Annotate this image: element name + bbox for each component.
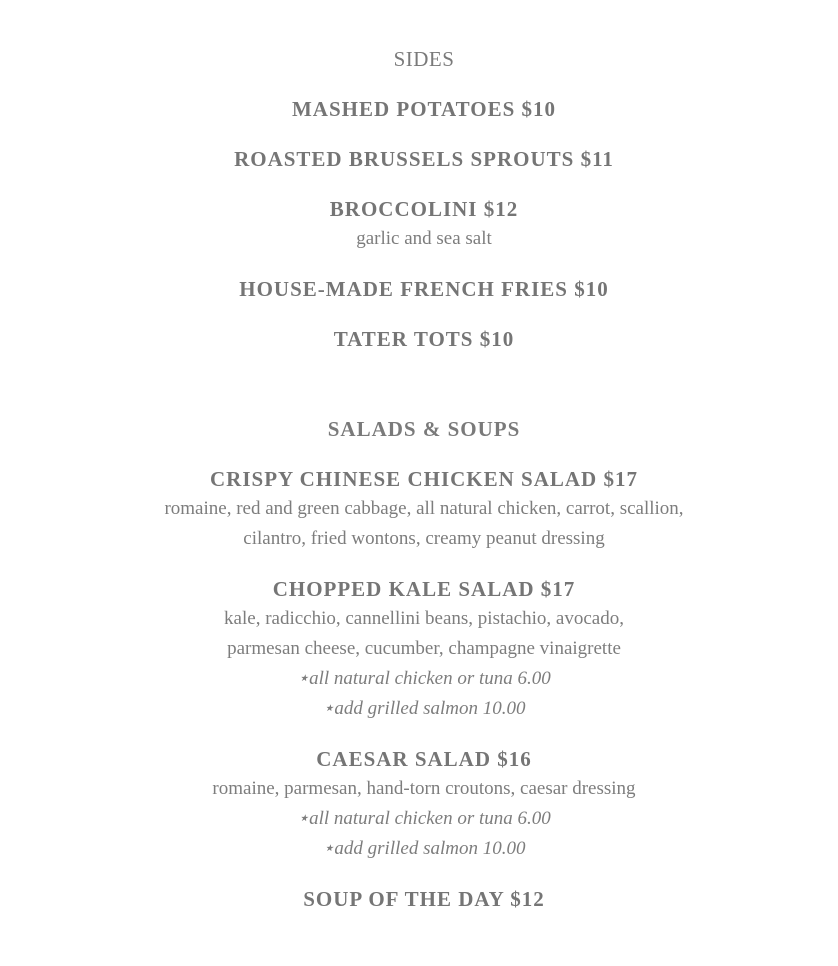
menu-item-broccolini: BROCCOLINI $12	[329, 197, 519, 221]
menu-item-chopped-kale-salad: CHOPPED KALE SALAD $17	[272, 577, 576, 601]
menu-item-caesar-salad-description: romaine, parmesan, hand-torn croutons, caesar dressing	[212, 778, 636, 799]
menu-item-chopped-kale-salad-description-line-1: kale, radicchio, cannellini beans, pistachio, avocado,	[224, 608, 624, 629]
menu-item-chinese-chicken-salad: CRISPY CHINESE CHICKEN SALAD $17	[210, 467, 638, 491]
menu-item-chinese-chicken-salad-description-line-1: romaine, red and green cabbage, all natural chicken, carrot, scallion,	[164, 498, 684, 519]
menu-item-chopped-kale-salad-addon-salmon: ⋆add grilled salmon 10.00	[322, 698, 526, 719]
menu-item-chinese-chicken-salad-description-line-2: cilantro, fried wontons, creamy peanut dressing	[243, 528, 605, 549]
sides-heading: SIDES	[393, 47, 455, 71]
menu-item-roasted-brussels-sprouts: ROASTED BRUSSELS SPROUTS $11	[234, 147, 614, 171]
menu-item-soup-of-the-day: SOUP OF THE DAY $12	[303, 887, 545, 911]
menu-item-chopped-kale-salad-description-line-2: parmesan cheese, cucumber, champagne vinaigrette	[227, 638, 621, 659]
menu-item-broccolini-description: garlic and sea salt	[356, 228, 492, 249]
menu-item-french-fries: HOUSE-MADE FRENCH FRIES $10	[239, 277, 609, 301]
menu-item-tater-tots: TATER TOTS $10	[333, 327, 515, 351]
salads-soups-heading: SALADS & SOUPS	[327, 417, 521, 441]
menu-item-caesar-salad-addon-chicken-tuna: ⋆all natural chicken or tuna 6.00	[297, 808, 551, 829]
menu-item-chopped-kale-salad-addon-chicken-tuna: ⋆all natural chicken or tuna 6.00	[297, 668, 551, 689]
menu-item-caesar-salad: CAESAR SALAD $16	[316, 747, 532, 771]
menu-item-caesar-salad-addon-salmon: ⋆add grilled salmon 10.00	[322, 838, 526, 859]
menu-item-mashed-potatoes: MASHED POTATOES $10	[291, 97, 557, 121]
